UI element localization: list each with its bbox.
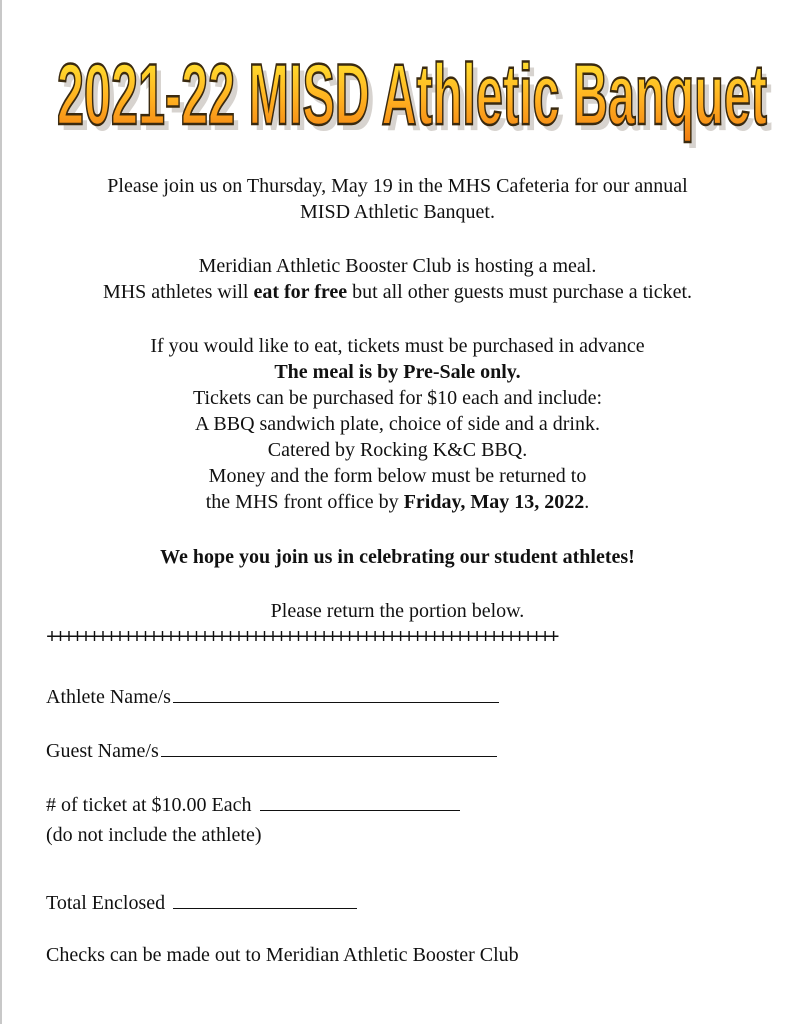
tickets-line-7 bbox=[2, 489, 791, 515]
intro-line-1: Please join us on Thursday, May 19 in the MHS Cafeteria for our annual bbox=[107, 175, 688, 197]
tickets-line-4: A BBQ sandwich plate, choice of side and a drink. bbox=[195, 413, 600, 435]
athlete-name-field[interactable] bbox=[173, 682, 499, 703]
guest-name-label: Guest Name/s bbox=[46, 740, 159, 762]
eat-free-emphasis: eat for free bbox=[253, 281, 348, 303]
tickets-line-7-post: . bbox=[584, 491, 590, 513]
banner-title-shadow: 2021-22 MISD Athletic Banquet bbox=[62, 53, 772, 149]
ticket-count-label: # of ticket at $10.00 Each bbox=[46, 794, 252, 816]
athlete-name-label: Athlete Name/s bbox=[46, 686, 171, 708]
banner-title bbox=[52, 16, 772, 166]
total-enclosed-field[interactable] bbox=[173, 888, 357, 909]
booster-line-1: Meridian Athletic Booster Club is hosting a meal. bbox=[198, 255, 597, 277]
ticket-count-field[interactable] bbox=[260, 790, 460, 811]
intro-line-2: MISD Athletic Banquet. bbox=[300, 201, 495, 223]
booster-line-2-post: but all other guests must purchase a ticket. bbox=[347, 281, 693, 303]
guest-name-row bbox=[46, 736, 497, 764]
guest-name-field[interactable] bbox=[161, 736, 497, 757]
tickets-line-5: Catered by Rocking K&C BBQ. bbox=[267, 439, 528, 461]
booster-line-2-pre: MHS athletes will bbox=[102, 281, 254, 303]
banner-title-art bbox=[52, 16, 772, 166]
tickets-line-7-pre: the MHS front office by bbox=[205, 491, 404, 513]
banner-title-text: 2021-22 MISD Athletic Banquet bbox=[57, 47, 767, 143]
tickets-line-6: Money and the form below must be returned to bbox=[208, 465, 587, 487]
tear-off-separator: ++++++++++++++++++++++++++++++++++++++++++++++++++++++++++++ bbox=[46, 627, 557, 650]
checks-note: Checks can be made out to Meridian Athletic Booster Club bbox=[46, 944, 519, 966]
ticket-count-row bbox=[46, 790, 460, 818]
booster-line-2 bbox=[2, 279, 791, 305]
presale-notice: The meal is by Pre-Sale only. bbox=[274, 361, 521, 383]
ticket-note: (do not include the athlete) bbox=[46, 824, 262, 846]
deadline-date: Friday, May 13, 2022 bbox=[403, 491, 585, 513]
return-note: Please return the portion below. bbox=[270, 600, 525, 622]
athlete-name-row bbox=[46, 682, 499, 710]
tickets-line-1: If you would like to eat, tickets must be purchased in advance bbox=[150, 335, 645, 357]
tickets-line-3: Tickets can be purchased for $10 each and include: bbox=[192, 387, 603, 409]
total-enclosed-label: Total Enclosed bbox=[46, 892, 166, 914]
total-enclosed-row bbox=[46, 888, 357, 916]
celebrate-message: We hope you join us in celebrating our student athletes! bbox=[160, 546, 635, 568]
